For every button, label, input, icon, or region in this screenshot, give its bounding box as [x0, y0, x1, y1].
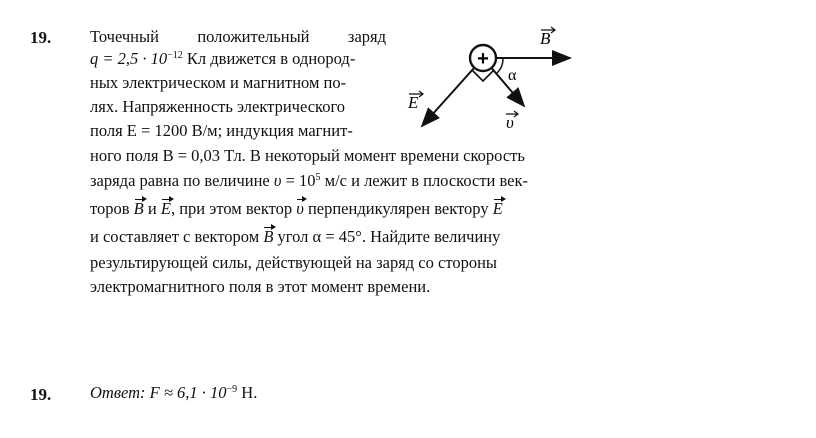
vector-B: B: [263, 227, 274, 246]
vector-B: B: [133, 199, 144, 218]
charge-sign: +: [477, 48, 489, 70]
label-alpha: α: [508, 67, 517, 84]
label-b: B: [540, 29, 551, 48]
label-e: E: [408, 93, 419, 112]
field-diagram: [400, 20, 600, 140]
problem-line-6: ного поля B = 0,03 Тл. В некоторый момент времени скорость: [90, 146, 525, 165]
problem-number: 19.: [30, 28, 52, 47]
problem-line-10: результирующей силы, действующей на заряд со стороны: [90, 253, 497, 272]
problem-line-11: электромагнитного поля в этот момент времени.: [90, 277, 431, 296]
answer-number: 19.: [30, 385, 52, 404]
problem-line-1: Точечный положительный заряд: [90, 27, 386, 46]
label-v: υ: [506, 113, 514, 132]
angle-arc: [497, 58, 503, 73]
problem-line-2: $q = 2,5 \cdot 10^{-12}$ Кл движется в однород-: [90, 49, 356, 68]
problem-line-3: ных электрическом и магнитном по-: [90, 73, 347, 92]
problem-line-8: торов B и E, при этом вектор υ перпендикулярен вектору E: [90, 199, 503, 218]
vector-E: E: [492, 199, 503, 218]
problem-line-4: лях. Напряженность электрического: [90, 97, 346, 116]
problem-line-7: заряда равна по величине $\upsilon = 10^5$ м/с и лежит в плоскости век-: [90, 171, 529, 190]
vector-E: E: [160, 199, 171, 218]
problem-line-9: и составляет с вектором B угол α = 45°. Найдите величину: [90, 227, 501, 246]
vector-v: υ: [296, 199, 304, 218]
answer-line: Ответ: $F \approx 6,1 \cdot 10^{-9}$ Н.: [90, 383, 258, 402]
problem-line-5: поля E = 1200 В/м; индукция магнит-: [90, 121, 353, 140]
answer-label: Ответ:: [90, 383, 146, 402]
